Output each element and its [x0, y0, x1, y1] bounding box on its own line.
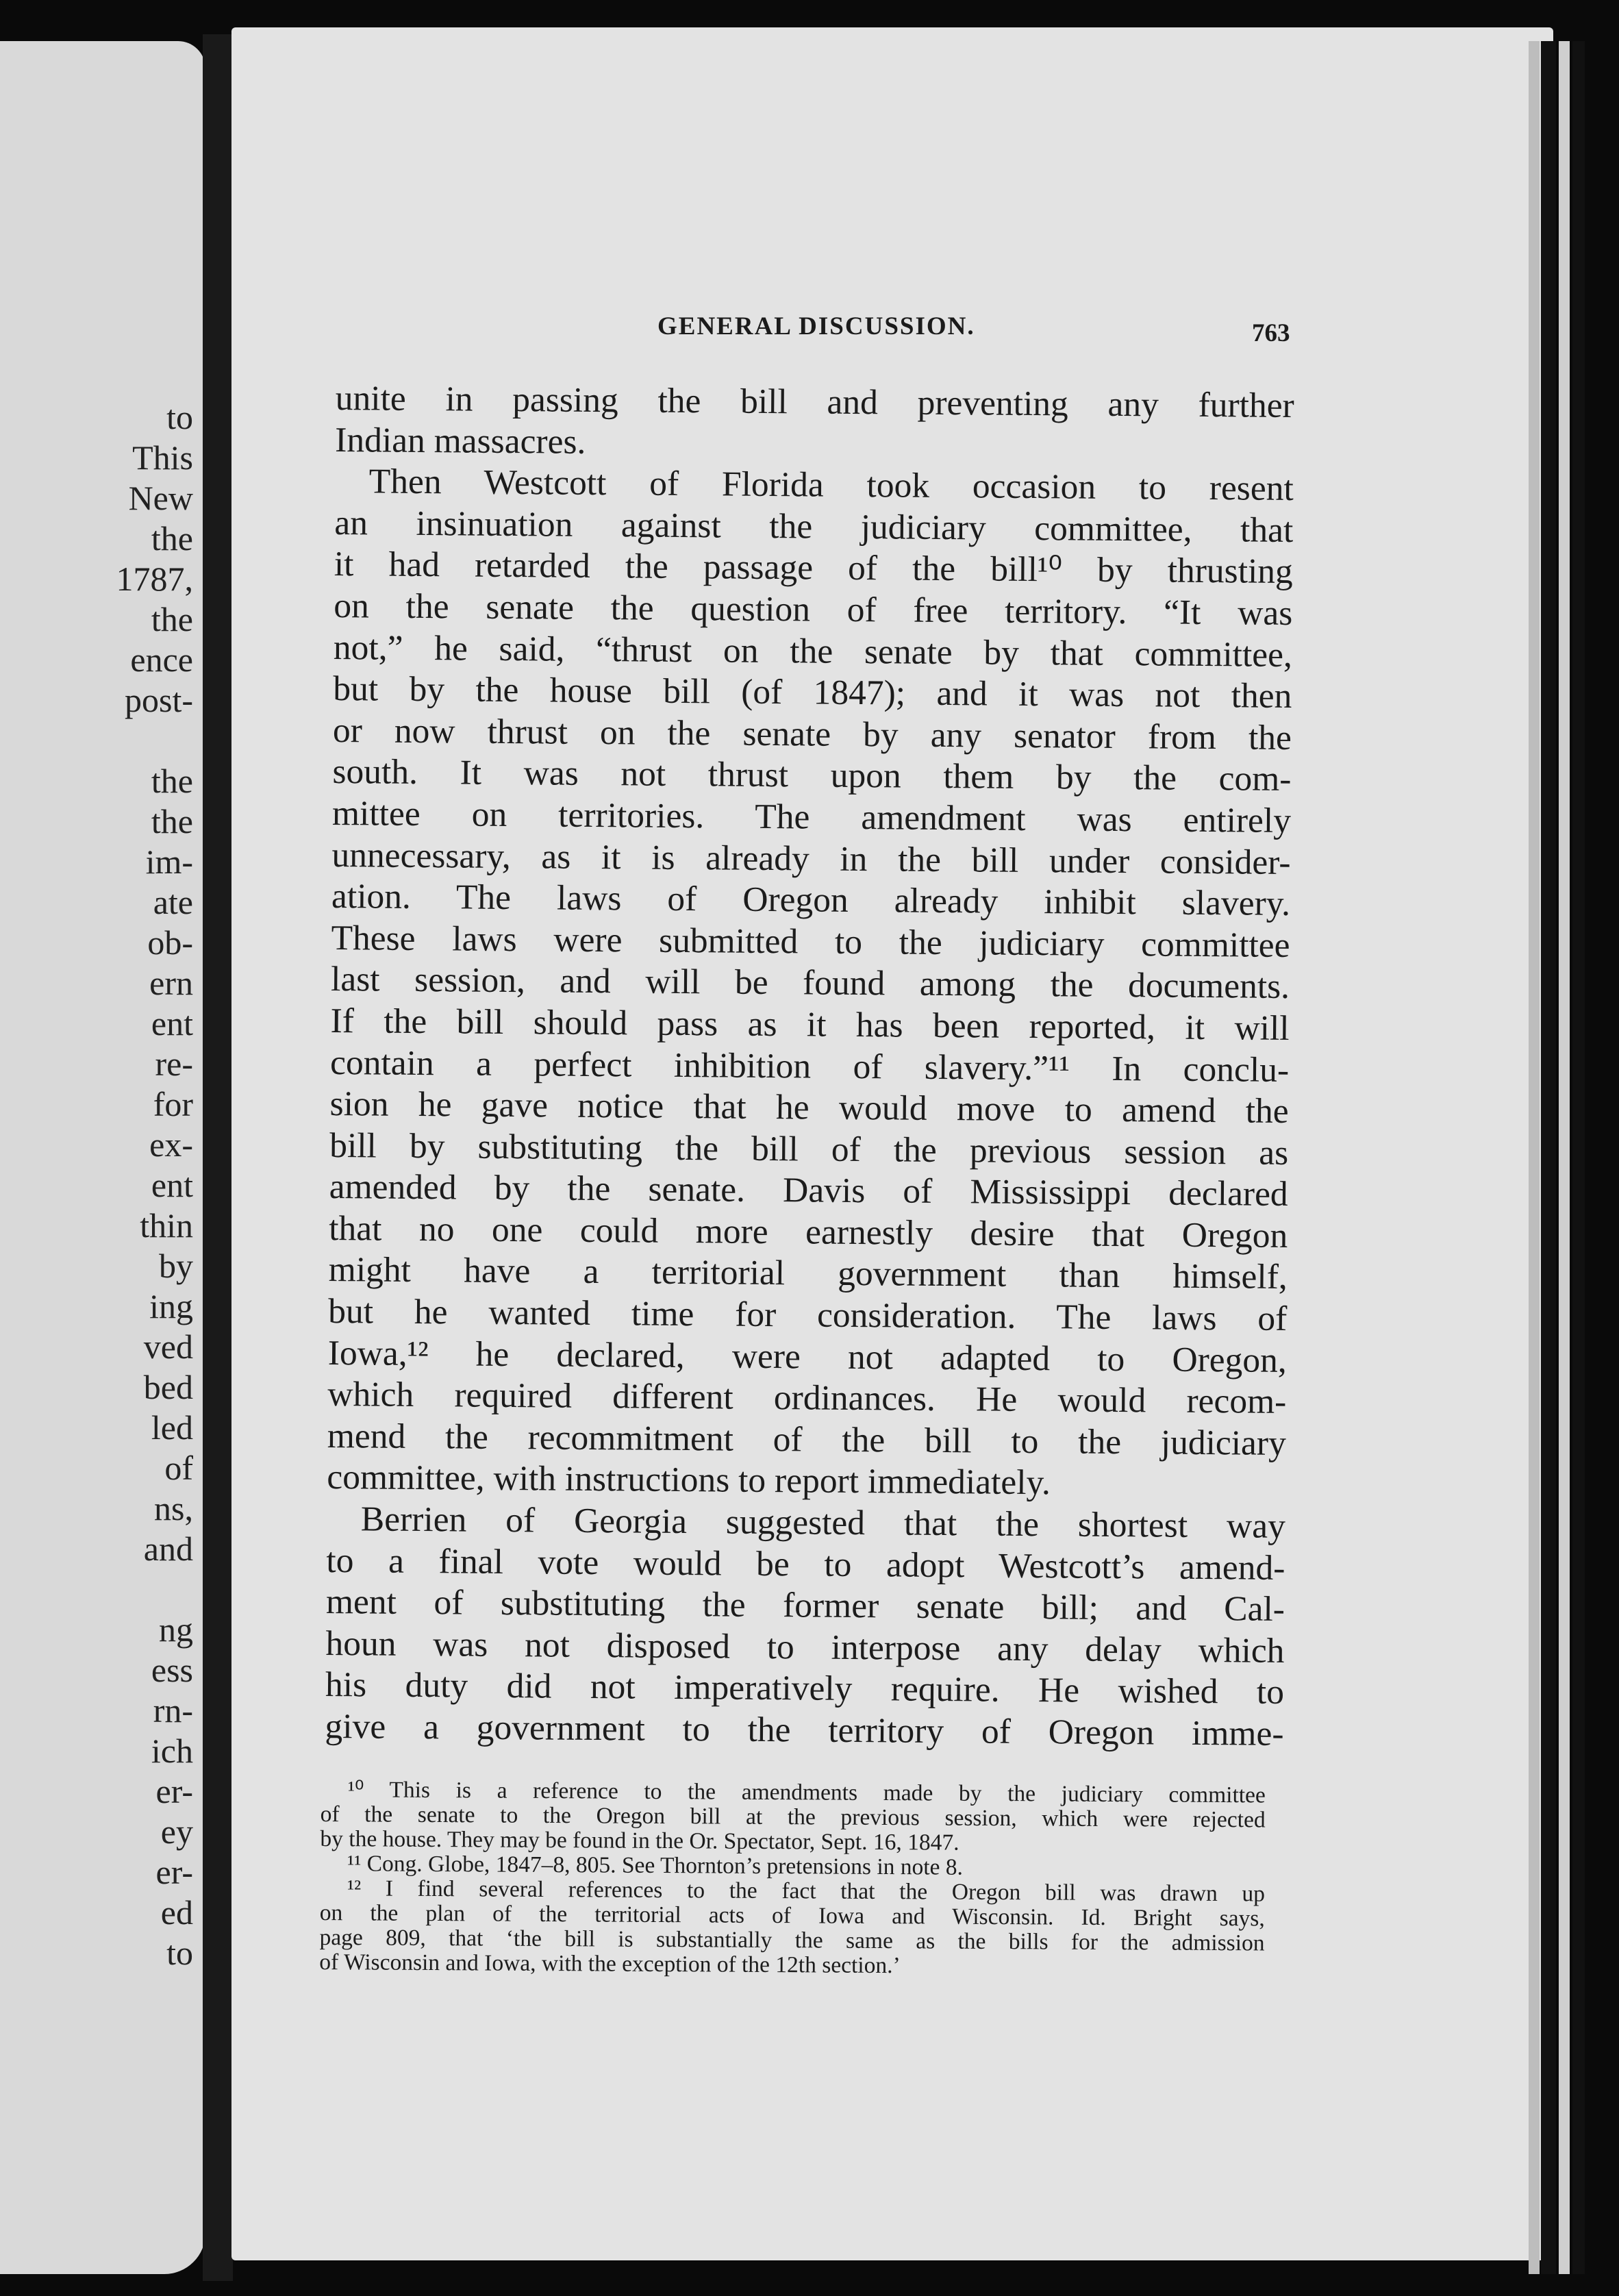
left-fragment: ern — [149, 964, 193, 1002]
left-fragment: rn- — [153, 1691, 193, 1730]
footnote-line: ¹⁰ This is a reference to the amendments made by the judiciary committee — [347, 1777, 1266, 1808]
left-page — [0, 41, 205, 2274]
body-line: Indian massacres. — [335, 420, 586, 462]
left-fragment: of — [164, 1449, 193, 1487]
body-line: unite in passing the bill and preventing any further — [335, 378, 1294, 425]
left-fragment — [0, 1569, 193, 1610]
left-fragment: ey — [160, 1812, 193, 1851]
body-line: amended by the senate. Davis of Mississippi declared — [329, 1167, 1288, 1214]
footnote-line: on the plan of the territorial acts of Iowa and Wisconsin. Id. Bright says, — [319, 1899, 1265, 1932]
body-line: sion he gave notice that he would move to amend the — [329, 1084, 1289, 1132]
body-line: last session, and will be found among the documents. — [330, 960, 1290, 1007]
left-fragment: er- — [155, 1772, 193, 1810]
body-line: If the bill should pass as it has been reported, it will — [330, 1001, 1290, 1048]
body-line: These laws were submitted to the judiciary committee — [331, 918, 1290, 965]
left-fragment: ex- — [149, 1125, 193, 1164]
footnote-line: ¹¹ Cong. Globe, 1847–8, 805. See Thornton’s pretensions in note 8. — [347, 1851, 964, 1880]
footnote-line: of the senate to the Oregon bill at the previous session, which were rejected — [320, 1801, 1266, 1833]
footnote-line: by the house. They may be found in the Or. Spectator, Sept. 16, 1847. — [320, 1825, 959, 1856]
left-fragment: This — [132, 438, 193, 477]
left-fragment: im- — [145, 843, 193, 881]
body-line: might have a territorial government than himself, — [328, 1250, 1288, 1297]
body-line: mend the recommitment of the bill to the judiciary — [327, 1416, 1287, 1463]
left-fragment: to — [166, 1934, 193, 1972]
body-line: his duty did not imperatively require. He wished to — [325, 1665, 1285, 1712]
left-fragment: ence — [130, 640, 193, 679]
body-line: Iowa,¹² he declared, were not adapted to Oregon, — [327, 1333, 1288, 1380]
left-fragment: ob- — [147, 923, 193, 962]
left-fragment: the — [151, 802, 193, 840]
body-line: to a final vote would be to adopt Westcott’s amend- — [326, 1540, 1285, 1588]
footnote-line: ¹² I find several references to the fact that the Oregon bill was drawn up — [347, 1875, 1266, 1907]
left-fragment: the — [151, 762, 193, 800]
body-line: Berrien of Georgia suggested that the shortest way — [360, 1499, 1286, 1546]
left-fragment: bed — [143, 1368, 193, 1406]
body-line: houn was not disposed to interpose any delay which — [325, 1623, 1285, 1671]
left-fragment: ich — [151, 1732, 193, 1770]
body-line: it had retarded the passage of the bill¹⁰ by thrusting — [334, 545, 1294, 592]
left-fragment: for — [153, 1085, 193, 1123]
left-fragment: ed — [160, 1893, 193, 1932]
left-fragment: the — [151, 600, 193, 638]
footnote-line: page 809, that ‘the bill is substantially the same as the bills for the admission — [319, 1924, 1265, 1956]
left-fragment: ns, — [154, 1489, 193, 1527]
left-fragment: to — [166, 398, 193, 436]
left-fragment: by — [159, 1247, 193, 1285]
left-fragment: led — [151, 1408, 193, 1447]
body-line: contain a perfect inhibition of slavery.”¹¹ In conclu- — [329, 1043, 1290, 1090]
body-line: ment of substituting the former senate bill; and Cal- — [325, 1582, 1285, 1630]
body-line: south. It was not thrust upon them by the com- — [332, 752, 1292, 799]
left-fragment: and — [143, 1530, 193, 1568]
body-line: which required different ordinances. He would recom- — [327, 1375, 1287, 1422]
body-line: but he wanted time for consideration. The laws of — [328, 1292, 1288, 1339]
body-line: but by the house bill (of 1847); and it was not then — [333, 669, 1292, 716]
left-fragment: post- — [125, 681, 193, 719]
body-line: ation. The laws of Oregon already inhibit slavery. — [331, 877, 1291, 924]
body-line: an insinuation against the judiciary committee, that — [334, 503, 1294, 550]
page-edge — [1529, 41, 1540, 2274]
left-fragment: ved — [143, 1327, 193, 1366]
left-fragment — [0, 721, 193, 761]
left-fragment: ate — [153, 883, 193, 921]
running-head: GENERAL DISCUSSION. — [657, 312, 975, 340]
left-fragment: ing — [149, 1287, 193, 1325]
body-line: Then Westcott of Florida took occasion to resent — [368, 462, 1294, 509]
left-fragment: ess — [151, 1651, 193, 1689]
page-edge-shadow — [1541, 41, 1556, 2274]
page-edge-shadow — [1572, 41, 1585, 2274]
left-fragment: ent — [151, 1004, 193, 1043]
left-fragment: ent — [151, 1166, 193, 1204]
left-fragment: 1787, — [116, 560, 193, 598]
body-line: that no one could more earnestly desire that Oregon — [329, 1208, 1288, 1256]
left-fragment: the — [151, 519, 193, 558]
body-line: unnecessary, as it is already in the bill under consider- — [331, 835, 1291, 882]
body-line: or now thrust on the senate by any senator from the — [332, 710, 1292, 758]
page-edge — [1559, 41, 1570, 2274]
footnotes — [319, 1777, 1266, 1980]
left-fragment: ng — [159, 1610, 193, 1649]
left-fragment: re- — [155, 1045, 193, 1083]
left-fragment: thin — [140, 1206, 193, 1245]
page-number: 763 — [1252, 319, 1290, 347]
footnote-line: of Wisconsin and Iowa, with the exception of the 12th section.’ — [319, 1949, 901, 1979]
body-text — [325, 378, 1294, 1756]
body-line: give a government to the territory of Oregon imme- — [325, 1706, 1284, 1754]
left-fragment: New — [128, 479, 193, 517]
body-line: not,” he said, “thrust on the senate by that committee, — [333, 627, 1293, 675]
body-line: on the senate the question of free territory. “It was — [334, 586, 1293, 633]
book-gutter — [203, 34, 233, 2281]
body-line: bill by substituting the bill of the previous session as — [329, 1125, 1289, 1173]
body-line: committee, with instructions to report immediately. — [327, 1458, 1051, 1503]
left-page-text-fragments — [0, 397, 193, 1973]
left-fragment: er- — [155, 1853, 193, 1891]
body-line: mittee on territories. The amendment was entirely — [331, 793, 1292, 840]
